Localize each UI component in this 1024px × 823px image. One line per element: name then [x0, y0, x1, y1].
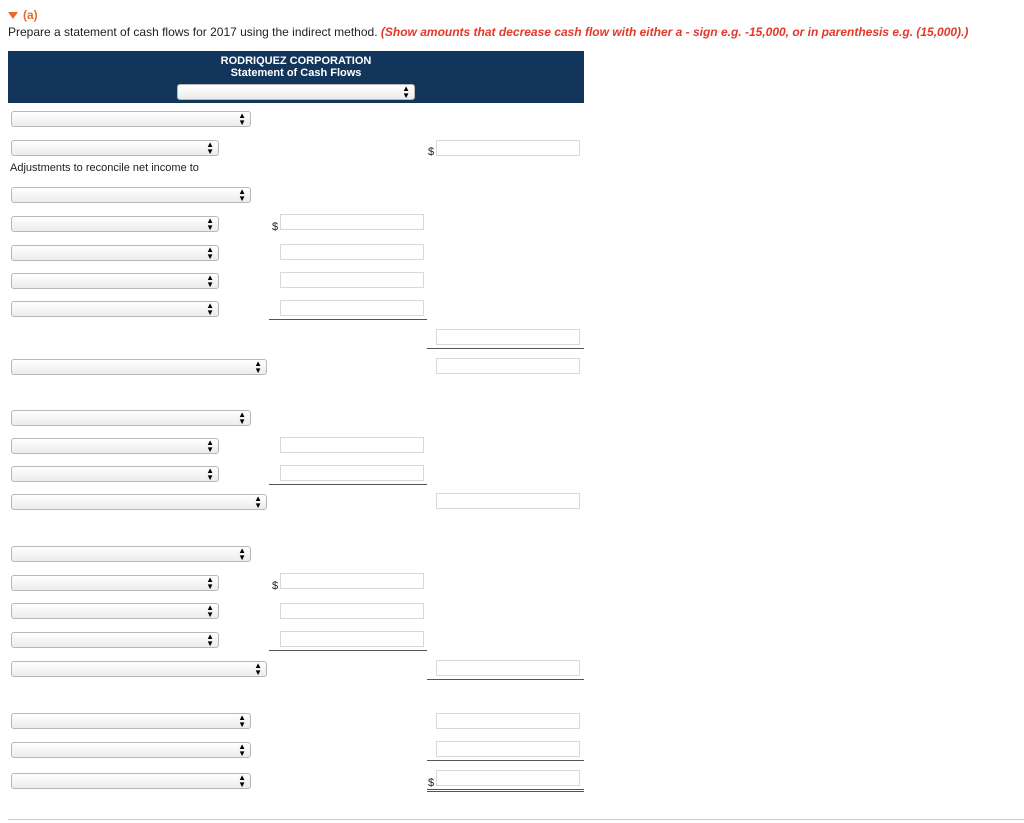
amount-input[interactable] [436, 660, 580, 676]
line-item-select[interactable] [11, 140, 219, 156]
amount-input[interactable] [280, 573, 424, 589]
updown-arrows-icon: ▲ ▼ [206, 575, 214, 591]
subtotal-rule [269, 319, 427, 320]
line-item-select[interactable] [11, 245, 219, 261]
instructions-note: (Show amounts that decrease cash flow with either a - sign e.g. -15,000, or in parenthesis e.g. (15,000).) [380, 25, 969, 39]
line-item-select[interactable] [11, 632, 219, 648]
line-item-select[interactable] [11, 713, 251, 729]
line-item-select[interactable] [11, 773, 251, 789]
updown-arrows-icon: ▲ ▼ [206, 245, 214, 261]
statement-title: Statement of Cash Flows [230, 67, 362, 79]
company-name: RODRIQUEZ CORPORATION [220, 55, 372, 67]
amount-input[interactable] [280, 214, 424, 230]
amount-input[interactable] [436, 358, 580, 374]
updown-arrows-icon: ▲ ▼ [254, 661, 262, 677]
amount-input[interactable] [436, 770, 580, 786]
subtotal-rule [427, 679, 584, 680]
line-item-select[interactable] [11, 438, 219, 454]
updown-arrows-icon: ▲ ▼ [206, 216, 214, 232]
amount-input[interactable] [280, 244, 424, 260]
amount-input[interactable] [436, 713, 580, 729]
amount-input[interactable] [436, 140, 580, 156]
divider [8, 819, 1024, 820]
line-item-select[interactable] [11, 494, 267, 510]
subtotal-rule [269, 484, 427, 485]
adjustments-label: Adjustments to reconcile net income to [10, 162, 199, 174]
amount-input[interactable] [280, 437, 424, 453]
currency-symbol: $ [428, 777, 435, 789]
line-item-select[interactable] [11, 603, 219, 619]
subtotal-rule [427, 760, 584, 761]
amount-input[interactable] [436, 493, 580, 509]
amount-input[interactable] [436, 329, 580, 345]
instructions [8, 25, 968, 39]
line-item-select[interactable] [11, 273, 219, 289]
updown-arrows-icon: ▲ ▼ [254, 494, 262, 510]
amount-input[interactable] [280, 603, 424, 619]
line-item-select[interactable] [11, 546, 251, 562]
updown-arrows-icon: ▲ ▼ [206, 140, 214, 156]
updown-arrows-icon: ▲ ▼ [206, 301, 214, 317]
instructions-text: Prepare a statement of cash flows for 2017 using the indirect method. [8, 25, 378, 39]
updown-arrows-icon: ▲ ▼ [238, 742, 246, 758]
currency-symbol: $ [428, 146, 435, 158]
line-item-select[interactable] [11, 187, 251, 203]
amount-input[interactable] [436, 741, 580, 757]
part-label: (a) [23, 8, 38, 22]
updown-arrows-icon: ▲ ▼ [206, 632, 214, 648]
line-item-select[interactable] [11, 216, 219, 232]
amount-input[interactable] [280, 465, 424, 481]
updown-arrows-icon: ▲ ▼ [238, 410, 246, 426]
period-select[interactable] [177, 84, 415, 100]
updown-arrows-icon: ▲ ▼ [206, 273, 214, 289]
line-item-select[interactable] [11, 466, 219, 482]
line-item-select[interactable] [11, 301, 219, 317]
currency-symbol: $ [272, 580, 279, 592]
updown-arrows-icon: ▲ ▼ [254, 359, 262, 375]
updown-arrows-icon: ▲ ▼ [206, 603, 214, 619]
subtotal-rule [269, 650, 427, 651]
updown-arrows-icon: ▲ ▼ [238, 713, 246, 729]
currency-symbol: $ [272, 221, 279, 233]
total-double-rule [427, 789, 584, 792]
line-item-select[interactable] [11, 410, 251, 426]
updown-arrows-icon: ▲ ▼ [238, 546, 246, 562]
updown-arrows-icon: ▲ ▼ [206, 438, 214, 454]
updown-arrows-icon: ▲ ▼ [402, 84, 410, 100]
updown-arrows-icon: ▲ ▼ [206, 466, 214, 482]
line-item-select[interactable] [11, 661, 267, 677]
part-header[interactable] [8, 8, 38, 22]
amount-input[interactable] [280, 300, 424, 316]
line-item-select[interactable] [11, 111, 251, 127]
updown-arrows-icon: ▲ ▼ [238, 187, 246, 203]
line-item-select[interactable] [11, 575, 219, 591]
line-item-select[interactable] [11, 742, 251, 758]
updown-arrows-icon: ▲ ▼ [238, 111, 246, 127]
amount-input[interactable] [280, 272, 424, 288]
amount-input[interactable] [280, 631, 424, 647]
caret-down-icon[interactable] [8, 12, 18, 19]
updown-arrows-icon: ▲ ▼ [238, 773, 246, 789]
subtotal-rule [427, 348, 584, 349]
line-item-select[interactable] [11, 359, 267, 375]
